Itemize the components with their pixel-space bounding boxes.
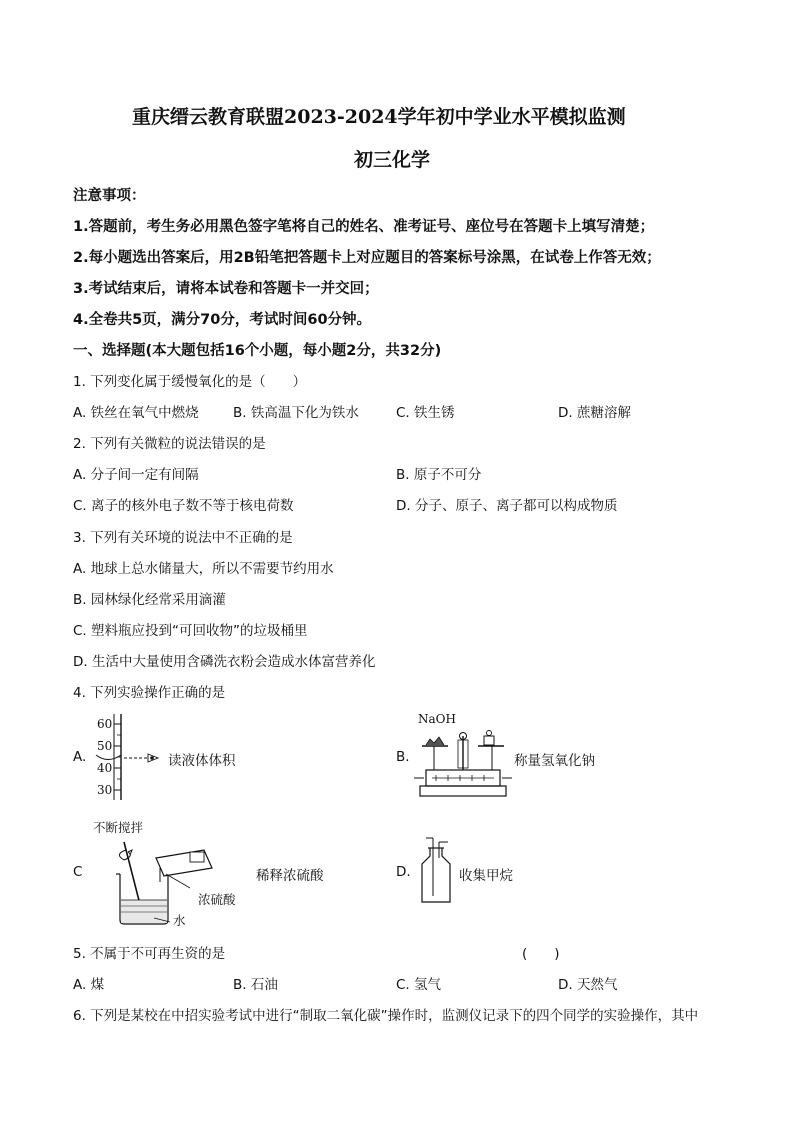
note-item: 3.考试结束后，请将本试卷和答题卡一并交回； bbox=[73, 281, 379, 297]
q4-option-a-letter: A. bbox=[73, 749, 87, 765]
q3-option-a: A. 地球上总水储量大，所以不需要节约用水 bbox=[73, 561, 334, 577]
q4-option-c-label: 稀释浓硫酸 bbox=[256, 868, 324, 884]
q3-option-b: B. 园林绿化经常采用滴灌 bbox=[73, 592, 226, 608]
note-item: 2.每小题选出答案后，用2B铅笔把答题卡上对应题目的答案标号涂黑，在试卷上作答无效； bbox=[73, 250, 661, 266]
q4-water-label: 水 bbox=[173, 913, 186, 928]
note-item: 4.全卷共5页，满分70分，考试时间60分钟。 bbox=[73, 312, 372, 328]
q4-option-b-letter: B. bbox=[396, 749, 410, 765]
q2-option-b: B. 原子不可分 bbox=[396, 467, 482, 483]
question-6-stem: 6. 下列是某校在中招实验考试中进行“制取二氧化碳”操作时，监测仪记录下的四个同学的实验操作，其中 bbox=[73, 1008, 699, 1024]
gas-collection-bottle-figure bbox=[416, 836, 456, 906]
q2-option-c: C. 离子的核外电子数不等于核电荷数 bbox=[73, 498, 294, 514]
q1-option-a: A. 铁丝在氧气中燃烧 bbox=[73, 405, 199, 421]
question-4-stem: 4. 下列实验操作正确的是 bbox=[73, 685, 226, 701]
q4-tick-label: 50 bbox=[97, 739, 113, 753]
q5-option-c: C. 氢气 bbox=[396, 977, 442, 993]
question-2-stem: 2. 下列有关微粒的说法错误的是 bbox=[73, 436, 266, 452]
q4-acid-label: 浓硫酸 bbox=[198, 892, 236, 907]
q4-option-d-letter: D. bbox=[396, 864, 411, 880]
q1-option-d: D. 蔗糖溶解 bbox=[558, 405, 631, 421]
q2-option-a: A. 分子间一定有间隔 bbox=[73, 467, 199, 483]
q3-option-d: D. 生活中大量使用含磷洗衣粉会造成水体富营养化 bbox=[73, 654, 376, 670]
exam-subject: 初三化学 bbox=[354, 149, 431, 171]
question-3-stem: 3. 下列有关环境的说法中不正确的是 bbox=[73, 530, 293, 546]
q4-option-a-label: 读液体体积 bbox=[168, 753, 236, 769]
note-item: 1.答题前，考生务必用黑色签字笔将自己的姓名、准考证号、座位号在答题卡上填写清楚； bbox=[73, 219, 655, 235]
question-1-stem: 1. 下列变化属于缓慢氧化的是（ ） bbox=[73, 374, 307, 390]
q4-stir-label: 不断搅拌 bbox=[93, 820, 144, 835]
q5-answer-blank: ( ) bbox=[522, 946, 560, 962]
balance-figure bbox=[414, 728, 512, 800]
q5-option-b: B. 石油 bbox=[233, 977, 278, 993]
q1-option-b: B. 铁高温下化为铁水 bbox=[233, 405, 359, 421]
q5-option-a: A. 煤 bbox=[73, 977, 105, 993]
q4-option-d-label: 收集甲烷 bbox=[459, 868, 513, 884]
section-heading: 一、选择题(本大题包括16个小题，每小题2分，共32分) bbox=[73, 343, 442, 359]
q1-option-c: C. 铁生锈 bbox=[396, 405, 455, 421]
q4-tick-label: 60 bbox=[97, 717, 113, 731]
q4-tick-label: 40 bbox=[97, 761, 113, 775]
q3-option-c: C. 塑料瓶应投到“可回收物”的垃圾桶里 bbox=[73, 623, 308, 639]
notes-heading: 注意事项： bbox=[73, 188, 146, 204]
q4-naoh-label: NaOH bbox=[418, 712, 456, 726]
q2-option-d: D. 分子、原子、离子都可以构成物质 bbox=[396, 498, 618, 514]
q4-tick-label: 30 bbox=[97, 783, 113, 797]
question-5-stem: 5. 不属于不可再生资的是 bbox=[73, 946, 226, 962]
exam-title: 重庆缙云教育联盟2023-2024学年初中学业水平模拟监测 bbox=[132, 106, 626, 128]
q4-option-b-label: 称量氢氧化钠 bbox=[514, 753, 595, 769]
q5-option-d: D. 天然气 bbox=[558, 977, 618, 993]
q4-option-c-letter: C bbox=[73, 864, 83, 880]
